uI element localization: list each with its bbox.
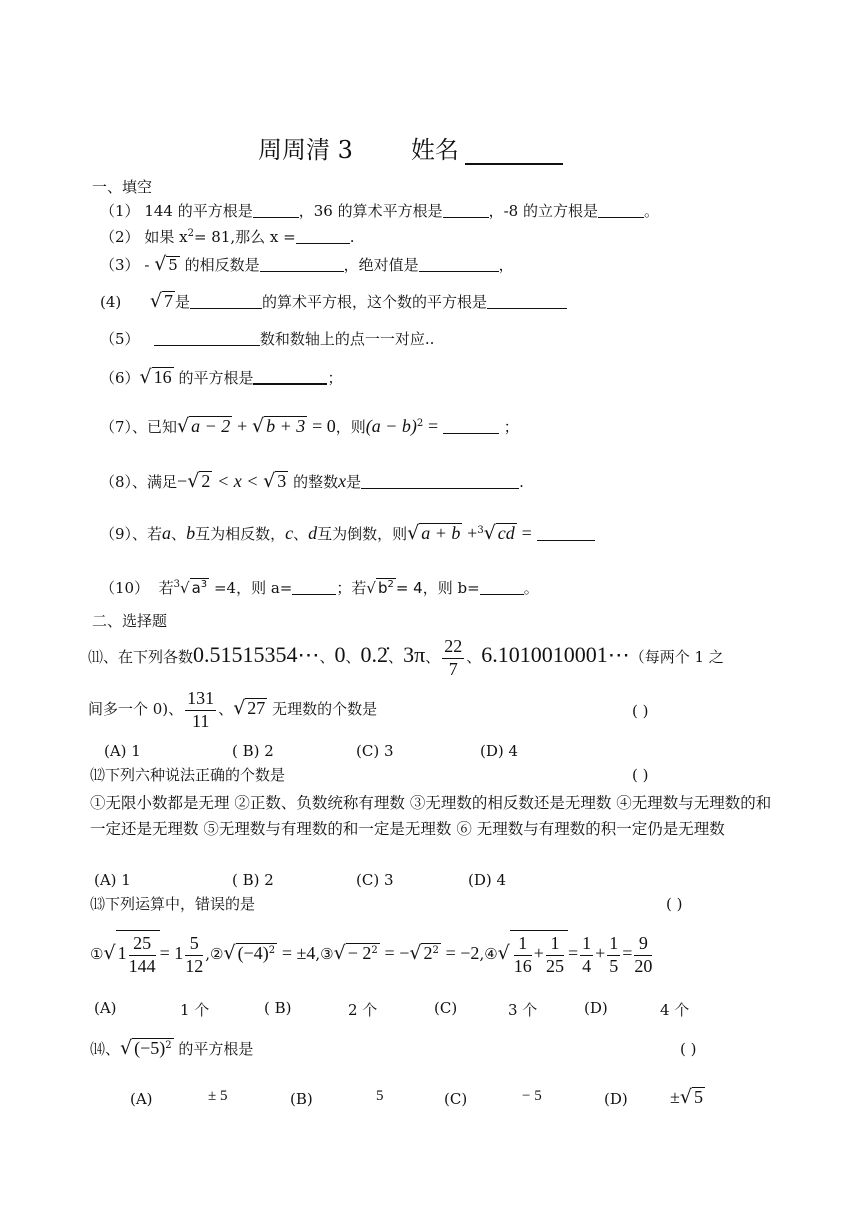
question-12-statements: ①无限小数都是无理 ②正数、负数统称有理数 ③无理数的相反数还是无理数 ④无理数与无理数的和一定还是无理数 ⑤无理数与有理数的和一定是无理数 ⑥ 无理数与有理数的积一定仍是无理数 bbox=[90, 794, 772, 838]
question-14: ⒁、√ $(-5)^2$ 的平方根是 bbox=[90, 1037, 254, 1059]
q12-option-c[interactable]: (C) 3 bbox=[356, 871, 394, 889]
question-13-title: ⒀下列运算中，错误的是 bbox=[90, 895, 256, 913]
question-3: （3） - √ 5 的相反数是 ，绝对值是 ， bbox=[100, 253, 514, 275]
question-8: （8）、满足−√ 2 < x < √ 3 的整数x是 . bbox=[100, 470, 524, 492]
question-5: （5） 数和数轴上的点一一对应.. bbox=[100, 330, 435, 348]
question-4: (4) √ 7 是 的算术平方根，这个数的平方根是 bbox=[100, 290, 567, 313]
q11-option-b[interactable]: ( B) 2 bbox=[232, 742, 274, 760]
question-1: （1） 144 的平方根是 ，36 的算术平方根是 ，-8 的立方根是 。 bbox=[100, 202, 659, 220]
q11-option-a[interactable]: (A) 1 bbox=[104, 742, 141, 760]
q14-option-d-value: ±√ 5 bbox=[670, 1086, 703, 1108]
q14-option-c-value: − 5 bbox=[522, 1088, 542, 1104]
q13-option-a-value: 1 个 bbox=[180, 1001, 210, 1019]
q13-option-d-value: 4 个 bbox=[660, 1001, 690, 1019]
q13-option-b-value: 2 个 bbox=[348, 1001, 378, 1019]
question-11-line2: 间多一个 0)、 $\frac{131}{11}$ 、√ 27 无理数的个数是 bbox=[88, 688, 378, 731]
q11-option-c[interactable]: (C) 3 bbox=[356, 742, 394, 760]
question-6: （6）√ 16 的平方根是 ； bbox=[100, 366, 343, 388]
section-choice: 二、选择题 bbox=[92, 612, 168, 630]
q14-option-b-value: 5 bbox=[376, 1088, 384, 1104]
question-13-cases: ①√ 1 $\frac{25}{144}$ = 1 $\frac{5}{12}$ ,②√ $(-4)^2$ = ±4,③√ − $2^2$ = −√ $2^2$ = −2,④√ $\frac{1}{16}$ + $\frac{1}{25}$ = $\frac{1}{4}$ + $\frac{1}{5}$ = $\frac{9}{20}$ bbox=[90, 930, 654, 977]
title-text: 周周清 3 bbox=[258, 136, 353, 164]
name-blank bbox=[465, 143, 563, 165]
question-9: （9）、若a、b互为相反数，c、d互为倒数，则√ a + b +$^3$√ cd = bbox=[100, 522, 595, 545]
q12-option-a[interactable]: (A) 1 bbox=[94, 871, 131, 889]
question-11-answer-paren: ( ) bbox=[632, 702, 649, 720]
question-10: （10） 若$^3$√ $a^3 =4$，则 a= ；若√ $b^2 = 4$，则 b= 。 bbox=[100, 579, 539, 597]
section-fill-blank: 一、填空 bbox=[92, 178, 153, 196]
question-12-answer-paren: ( ) bbox=[632, 766, 649, 784]
page-title bbox=[258, 130, 563, 165]
q13-option-b[interactable]: ( B) bbox=[264, 999, 292, 1017]
q14-option-c[interactable]: (C) bbox=[444, 1090, 468, 1108]
q13-option-c-value: 3 个 bbox=[508, 1001, 538, 1019]
q14-option-a[interactable]: (A) bbox=[130, 1090, 153, 1108]
question-7: （7）、已知√ a − 2 + √ b + 3 = 0，则$(a - b)^2$ = ； bbox=[100, 415, 519, 437]
question-2: （2） 如果 $x^2= 81$,那么 x = . bbox=[100, 228, 355, 246]
q13-option-d[interactable]: (D) bbox=[584, 999, 608, 1017]
q14-option-b[interactable]: (B) bbox=[290, 1090, 313, 1108]
q11-option-d[interactable]: (D) 4 bbox=[480, 742, 519, 760]
q13-option-c[interactable]: (C) bbox=[434, 999, 458, 1017]
question-12-title: ⑿下列六种说法正确的个数是 bbox=[90, 766, 286, 784]
q13-option-a[interactable]: (A) bbox=[94, 999, 117, 1017]
q12-option-d[interactable]: (D) 4 bbox=[468, 871, 507, 889]
q14-option-d[interactable]: (D) bbox=[604, 1090, 628, 1108]
q14-option-a-value: ± 5 bbox=[208, 1088, 228, 1104]
question-14-answer-paren: ( ) bbox=[680, 1040, 697, 1058]
question-11-line1: ⑾、在下列各数0.51515354⋯、0、0.2̇、3π、 $\frac{22}{7}$ 、6.1010010001⋯（每两个 1 之 bbox=[88, 636, 724, 679]
name-label: 姓名 bbox=[410, 136, 459, 164]
question-13-answer-paren: ( ) bbox=[666, 895, 683, 913]
q12-option-b[interactable]: ( B) 2 bbox=[232, 871, 274, 889]
